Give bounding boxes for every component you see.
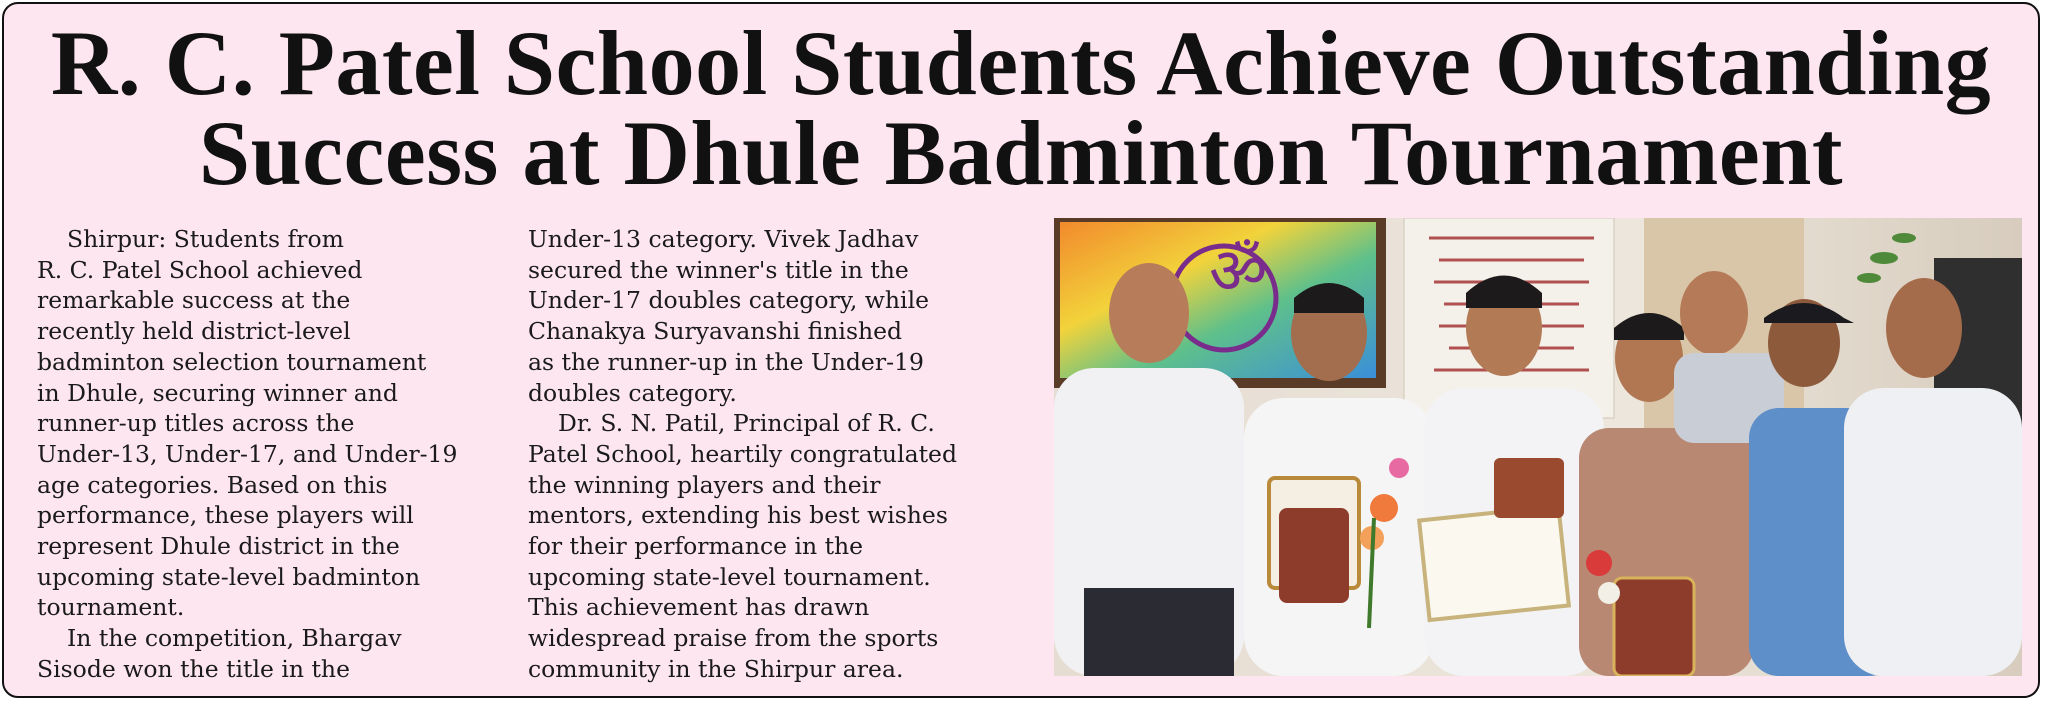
text-line: secured the winner's title in the [528, 255, 909, 284]
text-line: performance, these players will [37, 501, 414, 530]
text-line: in Dhule, securing winner and [37, 378, 398, 407]
article-column-1 [37, 224, 507, 685]
text-line: widespread praise from the sports [528, 624, 939, 653]
news-article-card [2, 2, 2040, 698]
text-line: community in the Shirpur area. [528, 654, 904, 683]
text-line: Under-17 doubles category, while [528, 286, 929, 315]
text-line: upcoming state-level badminton [37, 562, 421, 591]
om-symbol: ॐ [1209, 235, 1268, 309]
text-line: as the runner-up in the Under-19 [528, 347, 924, 376]
text-line: In the competition, Bhargav [67, 624, 402, 653]
article-headline [4, 12, 2038, 204]
text-line: This achievement has drawn [528, 593, 870, 622]
article-column-2 [528, 224, 1028, 685]
text-line: R. C. Patel School achieved [37, 255, 363, 284]
text-line: age categories. Based on this [37, 470, 388, 499]
text-line: upcoming state-level tournament. [528, 562, 931, 591]
text-line: mentors, extending his best wishes [528, 501, 948, 530]
text-line: for their performance in the [528, 532, 864, 561]
text-line: represent Dhule district in the [37, 532, 400, 561]
text-line: runner-up titles across the [37, 409, 355, 438]
text-line: badminton selection tournament [37, 347, 427, 376]
headline-line-1: R. C. Patel School Students Achieve Outstanding [50, 12, 1992, 114]
group-photo [1054, 218, 2022, 676]
text-line: Chanakya Suryavanshi finished [528, 317, 903, 346]
text-line: Sisode won the title in the [37, 654, 350, 683]
headline-line-2: Success at Dhule Badminton Tournament [198, 102, 1844, 204]
text-line: Under-13 category. Vivek Jadhav [528, 225, 919, 253]
text-line: tournament. [37, 593, 185, 622]
text-line: Under-13, Under-17, and Under-19 [37, 439, 458, 468]
text-line: Dr. S. N. Patil, Principal of R. C. [558, 409, 935, 438]
text-line: remarkable success at the [37, 286, 351, 315]
text-line: recently held district-level [37, 317, 351, 346]
text-line: the winning players and their [528, 470, 881, 499]
text-line: Patel School, heartily congratulated [528, 439, 957, 468]
text-line: Shirpur: Students from [67, 225, 344, 253]
text-line: doubles category. [528, 378, 737, 407]
